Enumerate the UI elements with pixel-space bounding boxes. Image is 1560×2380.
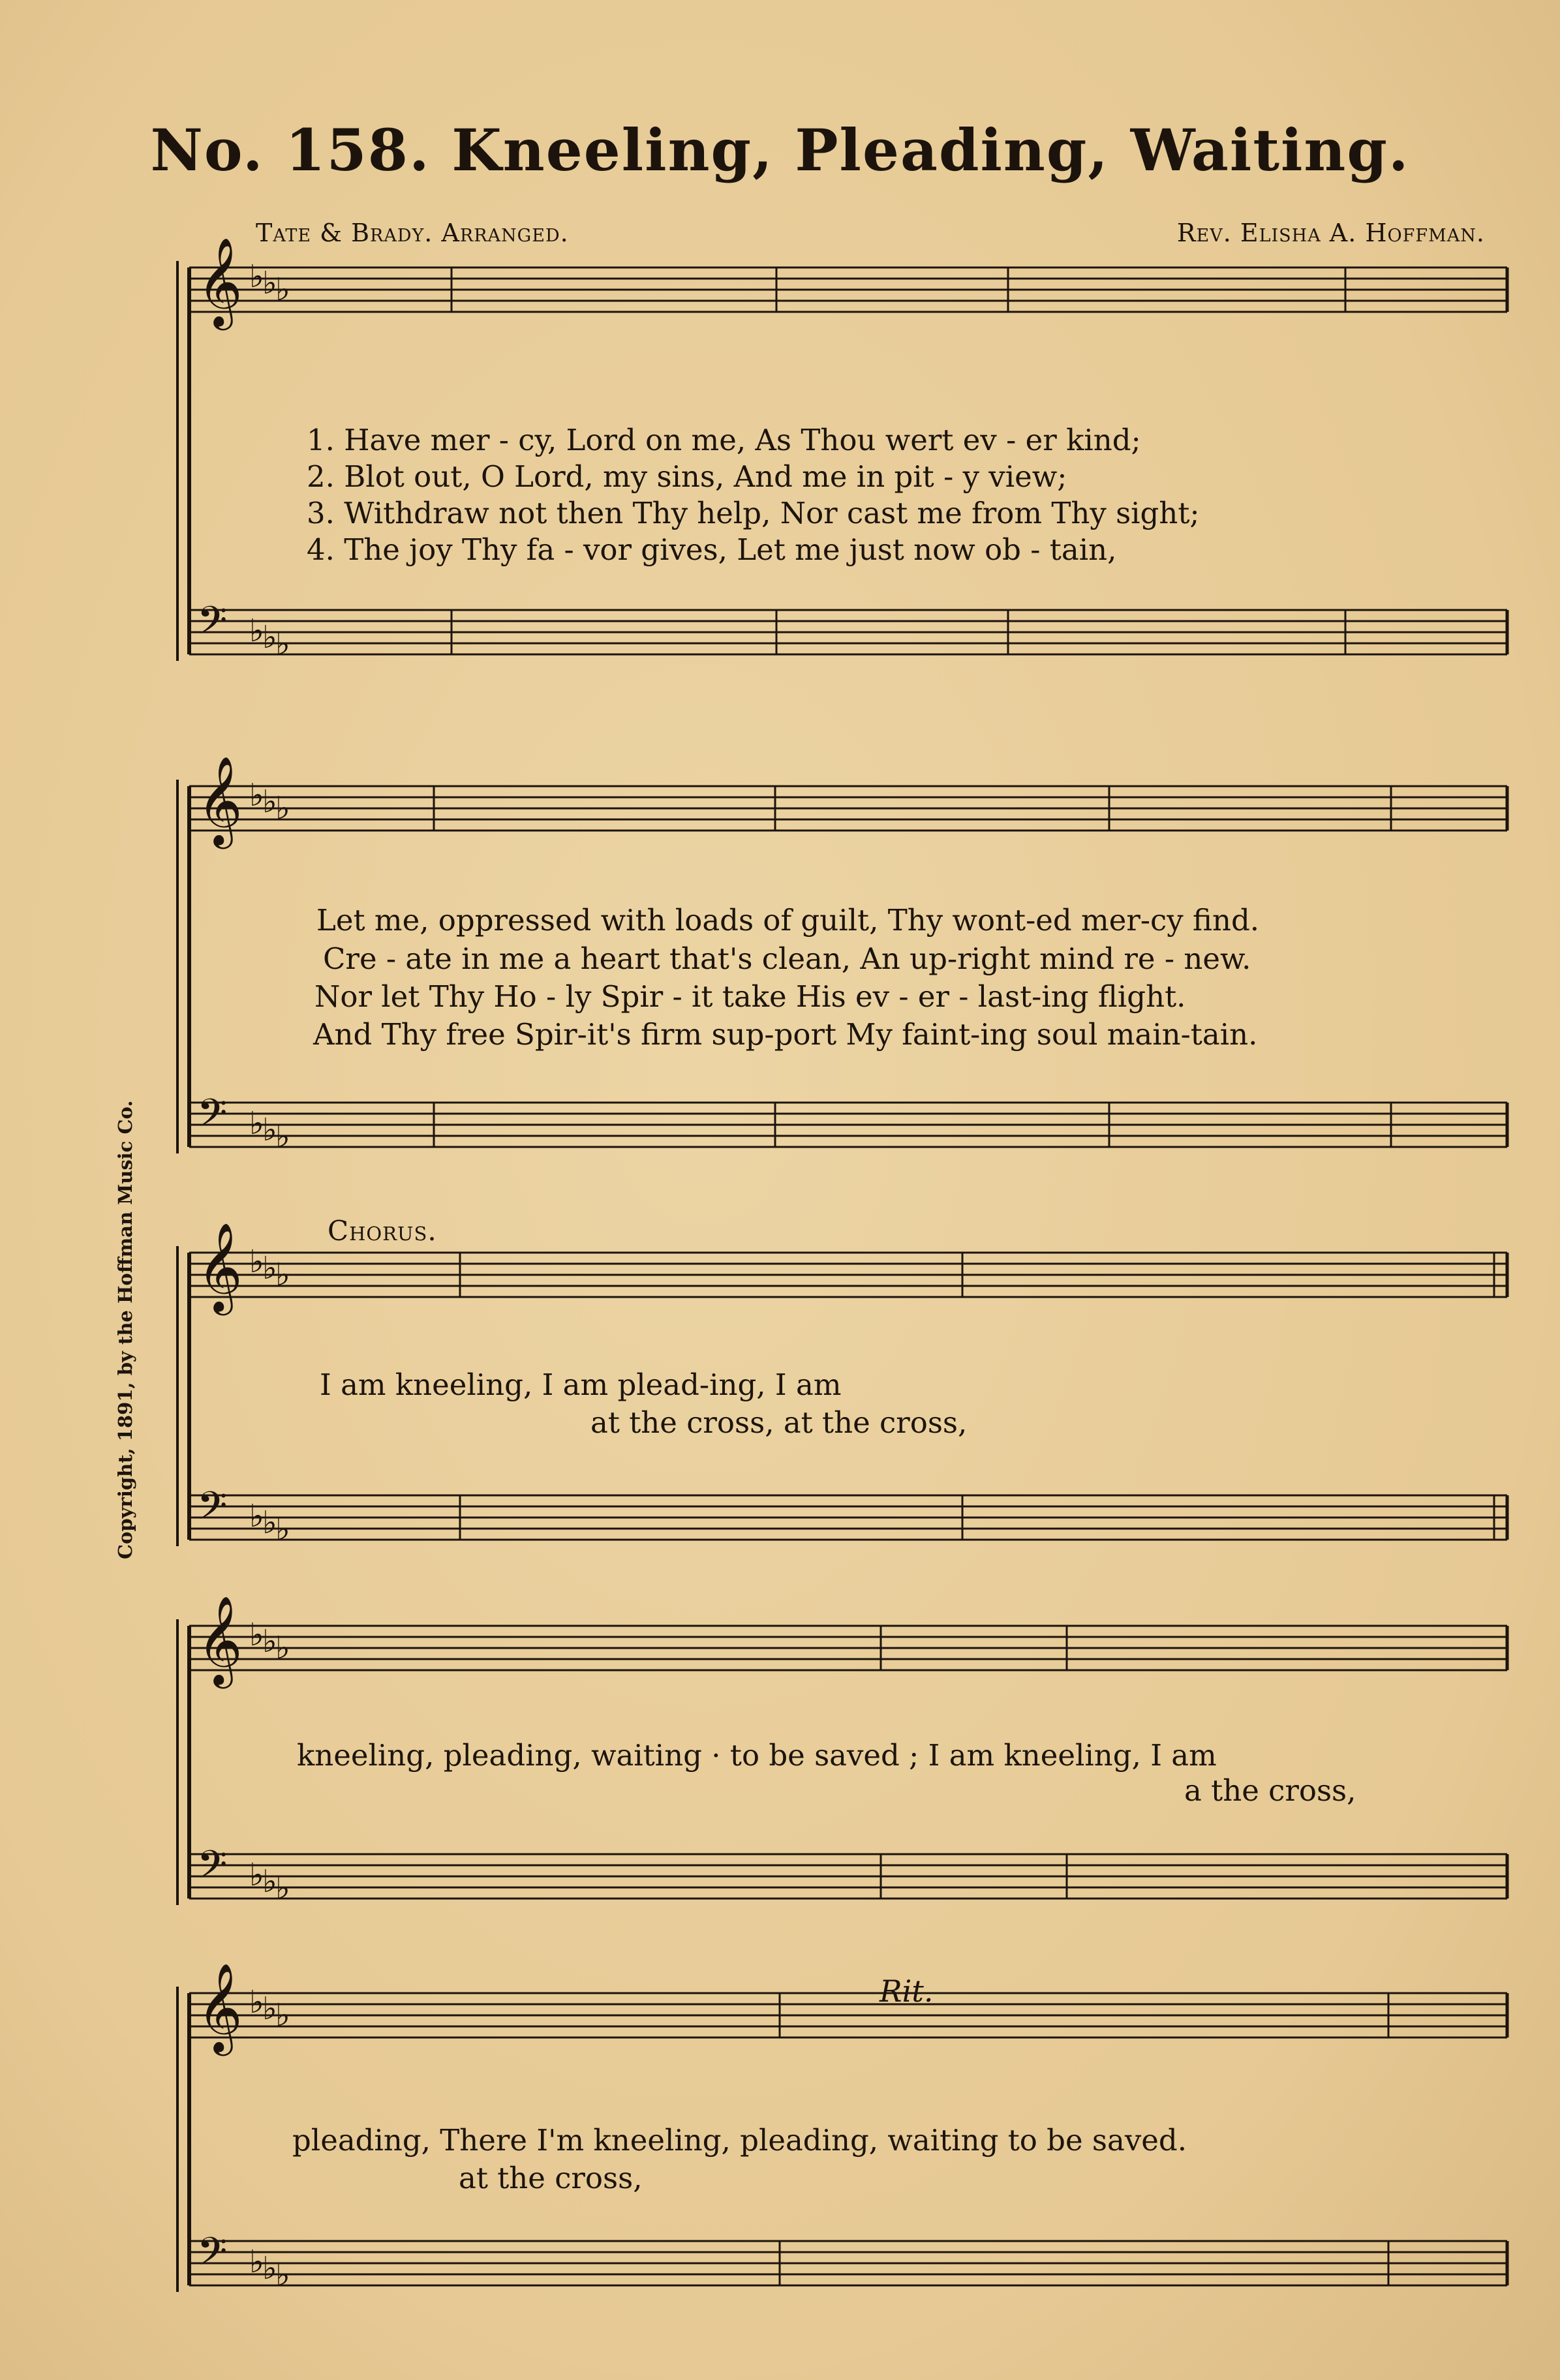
flat-icon: ♭ [262, 1112, 277, 1148]
flat-icon: ♭ [275, 790, 290, 827]
flat-icon: ♭ [275, 1257, 290, 1293]
flat-icon: ♭ [262, 265, 277, 301]
treble-clef-icon: 𝄞 [197, 1594, 243, 1685]
flat-icon: ♭ [249, 1617, 264, 1653]
chorus-label: Chorus. [328, 1215, 437, 1247]
bass-staff [189, 2229, 1507, 2293]
flat-icon: ♭ [275, 2257, 290, 2293]
flat-icon: ♭ [249, 1984, 264, 2021]
chorus-line-1-upper: I am kneeling, I am plead-ing, I am [320, 1367, 842, 1402]
bass-clef-icon: 𝄢 [197, 1483, 228, 1538]
flat-icon: ♭ [249, 777, 264, 814]
flat-icon: ♭ [262, 1863, 277, 1900]
verse-4-line-2: And Thy free Spir-it's firm sup-port My faint-ing soul main-tain. [313, 1017, 1258, 1052]
flat-icon: ♭ [249, 258, 264, 295]
composer-credit: Tate & Brady. Arranged. [256, 219, 569, 247]
verse-3-line-2: Nor let Thy Ho - ly Spir - it take His ev - er - last-ing flight. [314, 979, 1186, 1014]
verse-4-line-1: 4. The joy Thy fa - vor gives, Let me just now ob - tain, [307, 532, 1117, 567]
flat-icon: ♭ [249, 2244, 264, 2280]
flat-icon: ♭ [275, 626, 290, 662]
flat-icon: ♭ [249, 1243, 264, 1280]
bass-clef-icon: 𝄢 [197, 2229, 228, 2283]
flat-icon: ♭ [262, 784, 277, 820]
chorus-line-1-lower: at the cross, at the cross, [590, 1405, 968, 1440]
flat-icon: ♭ [249, 613, 264, 649]
flat-icon: ♭ [262, 1623, 277, 1660]
flat-icon: ♭ [262, 1991, 277, 2027]
treble-staff [189, 1962, 1507, 2056]
flat-icon: ♭ [262, 1504, 277, 1541]
flat-icon: ♭ [275, 1630, 290, 1666]
treble-clef-icon: 𝄞 [197, 1221, 243, 1311]
flat-icon: ♭ [275, 271, 290, 308]
treble-clef-icon: 𝄞 [197, 755, 243, 845]
copyright-notice: Copyright, 1891, by the Hoffman Music Co. [114, 1100, 136, 1559]
chorus-line-3-lower: at the cross, [459, 2161, 643, 2195]
chorus-line-2-lower: a the cross, [1184, 1773, 1356, 1808]
treble-clef-icon: 𝄞 [197, 1962, 243, 2052]
flat-icon: ♭ [262, 1250, 277, 1287]
hymn-number: No. 158. [150, 116, 431, 184]
verse-1-line-1: 1. Have mer - cy, Lord on me, As Thou wert ev - er kind; [307, 423, 1141, 457]
verse-1-line-2: Let me, oppressed with loads of guilt, Thy wont-ed mer-cy find. [316, 903, 1260, 938]
flat-icon: ♭ [275, 1511, 290, 1548]
bass-clef-icon: 𝄢 [197, 598, 228, 652]
author-credit: Rev. Elisha A. Hoffman. [1176, 219, 1485, 247]
flat-icon: ♭ [275, 1870, 290, 1906]
verse-2-line-1: 2. Blot out, O Lord, my sins, And me in pit - y view; [307, 459, 1067, 494]
chorus-line-2-upper: kneeling, pleading, waiting · to be saved ; I am kneeling, I am [297, 1738, 1217, 1773]
flat-icon: ♭ [275, 1997, 290, 2034]
bass-clef-icon: 𝄢 [197, 1842, 228, 1897]
flat-icon: ♭ [275, 1118, 290, 1155]
chorus-line-3-upper: pleading, There I'm kneeling, pleading, waiting to be saved. [292, 2123, 1187, 2158]
flat-icon: ♭ [262, 2250, 277, 2287]
treble-clef-icon: 𝄞 [197, 236, 243, 326]
flat-icon: ♭ [262, 619, 277, 656]
hymn-name: Kneeling, Pleading, Waiting. [451, 116, 1410, 184]
flat-icon: ♭ [249, 1857, 264, 1893]
ritardando-mark: Rit. [879, 1974, 934, 2009]
flat-icon: ♭ [249, 1105, 264, 1142]
verse-3-line-1: 3. Withdraw not then Thy help, Nor cast me from Thy sight; [307, 496, 1200, 530]
flat-icon: ♭ [249, 1498, 264, 1534]
verse-2-line-2: Cre - ate in me a heart that's clean, An up-right mind re - new. [323, 941, 1251, 976]
bass-clef-icon: 𝄢 [197, 1090, 228, 1145]
